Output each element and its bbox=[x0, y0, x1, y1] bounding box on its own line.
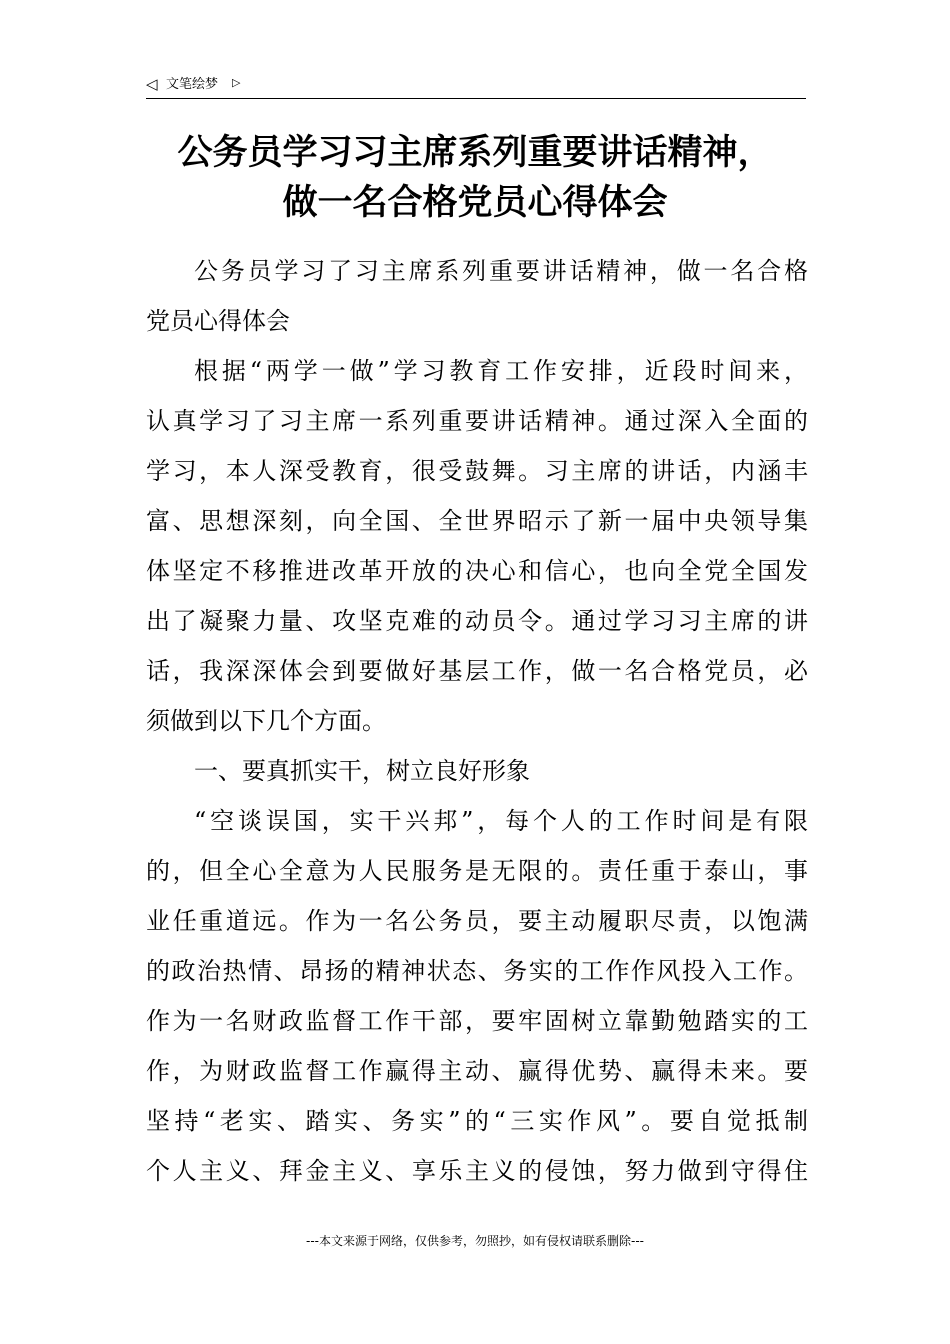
body-line: 根据“两学一做”学习教育工作安排，近段时间来， bbox=[194, 357, 808, 385]
section-heading: 一、要真抓实干，树立良好形象 bbox=[194, 757, 530, 785]
body-line: 个人主义、拜金主义、享乐主义的侵蚀，努力做到守得住 bbox=[146, 1157, 808, 1185]
body-line: 须做到以下几个方面。 bbox=[146, 707, 386, 735]
body-line: 认真学习了习主席一系列重要讲话精神。通过深入全面的 bbox=[146, 407, 808, 435]
body-line: 党员心得体会 bbox=[146, 307, 290, 335]
body-line: 学习，本人深受教育，很受鼓舞。习主席的讲话，内涵丰 bbox=[146, 457, 808, 485]
body-line: 的，但全心全意为人民服务是无限的。责任重于泰山，事 bbox=[146, 857, 808, 885]
body-line: 业任重道远。作为一名公务员，要主动履职尽责，以饱满 bbox=[146, 907, 808, 935]
body-line: 的政治热情、昂扬的精神状态、务实的工作作风投入工作。 bbox=[146, 957, 808, 985]
document-body bbox=[146, 246, 808, 1196]
document-title-line-2: 做一名合格党员心得体会 bbox=[282, 182, 668, 223]
body-line: 坚持“老实、踏实、务实”的“三实作风”。要自觉抵制 bbox=[146, 1107, 808, 1135]
document-title-line-1: 公务员学习习主席系列重要讲话精神， bbox=[177, 132, 773, 173]
body-line: 公务员学习了习主席系列重要讲话精神，做一名合格 bbox=[194, 257, 808, 285]
body-line: 话，我深深体会到要做好基层工作，做一名合格党员，必 bbox=[146, 657, 808, 685]
body-line: 作为一名财政监督工作干部，要牢固树立靠勤勉踏实的工 bbox=[146, 1007, 808, 1035]
page-footer-disclaimer: ---本文来源于网络，仅供参考，勿照抄，如有侵权请联系删除--- bbox=[306, 1234, 644, 1248]
body-line: 作，为财政监督工作赢得主动、赢得优势、赢得未来。要 bbox=[146, 1057, 808, 1085]
right-triangle-icon: ▷ bbox=[232, 76, 241, 89]
page-header bbox=[146, 72, 806, 99]
left-triangle-icon: ◁ bbox=[146, 75, 158, 93]
header-brand: 文笔绘梦 bbox=[166, 77, 219, 92]
body-line: 富、思想深刻，向全国、全世界昭示了新一届中央领导集 bbox=[146, 507, 808, 535]
body-line: 出了凝聚力量、攻坚克难的动员令。通过学习习主席的讲 bbox=[146, 607, 808, 635]
body-line: “空谈误国，实干兴邦”，每个人的工作时间是有限 bbox=[194, 807, 808, 835]
body-line: 体坚定不移推进改革开放的决心和信心，也向全党全国发 bbox=[146, 557, 808, 585]
